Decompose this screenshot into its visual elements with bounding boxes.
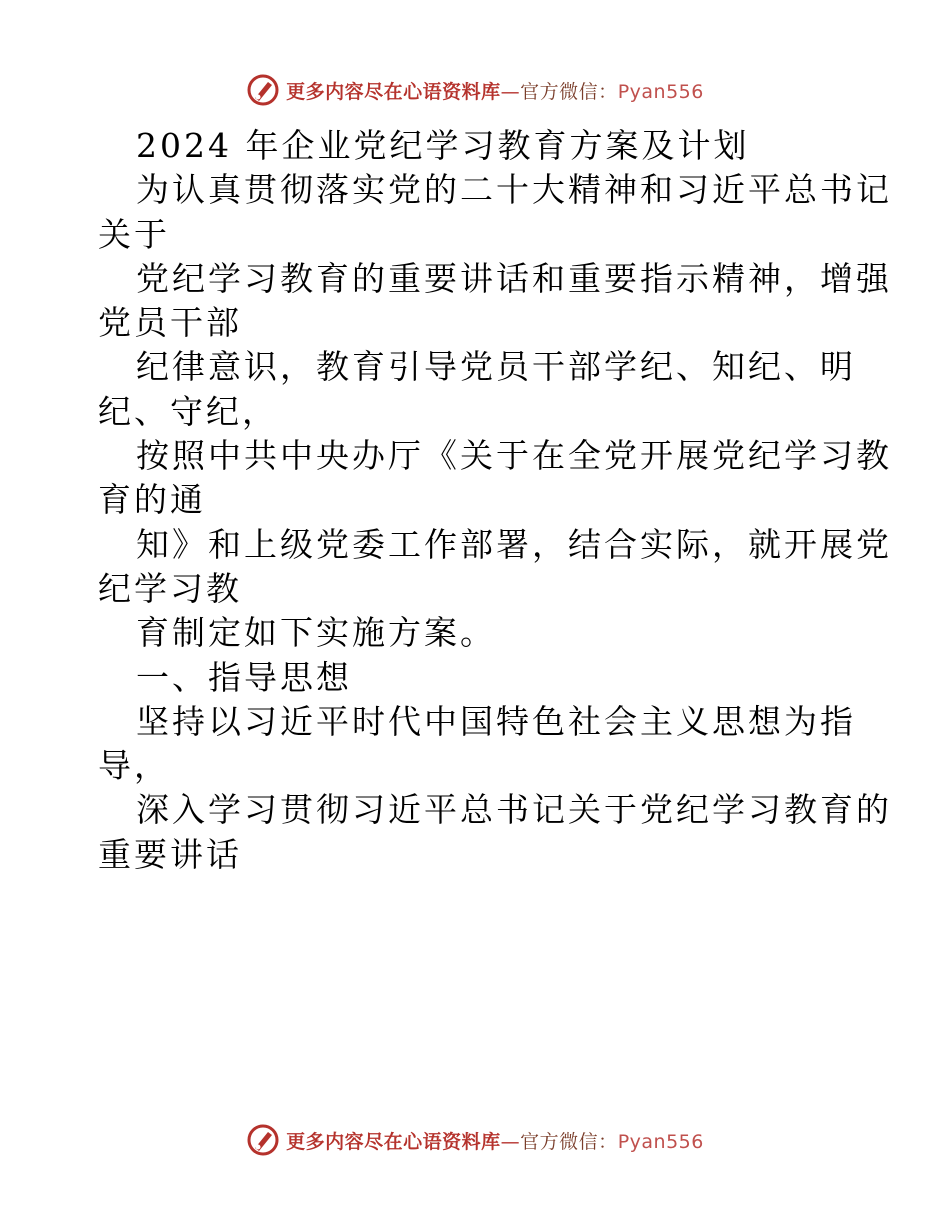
text-line: 深入学习贯彻习近平总书记关于党纪学习教育的: [136, 790, 892, 830]
watermark-wechat-label: 官方微信：: [520, 1130, 618, 1153]
text-line: 重要讲话: [98, 834, 242, 874]
watermark-wechat-id: Pyan556: [617, 1130, 704, 1153]
watermark-text: [286, 1127, 704, 1154]
watermark-text: [286, 77, 704, 104]
pen-logo-icon: [246, 73, 280, 107]
watermark-dash: —: [500, 80, 521, 103]
footer-watermark: [0, 1122, 950, 1158]
text-line: 为认真贯彻落实党的二十大精神和习近平总书记: [136, 170, 892, 210]
watermark-wechat-id: Pyan556: [617, 80, 704, 103]
text-line: 导，: [98, 746, 170, 786]
watermark-dash: —: [500, 1130, 521, 1153]
text-line: 育的通: [98, 480, 206, 520]
document-body: [98, 124, 892, 877]
text-line: 纪律意识，教育引导党员干部学纪、知纪、明: [136, 347, 856, 387]
text-line: 知》和上级党委工作部署，结合实际，就开展党: [136, 524, 892, 564]
document-title: 2024 年企业党纪学习教育方案及计划: [136, 126, 750, 165]
header-watermark: [0, 72, 950, 108]
text-line: 纪学习教: [98, 568, 242, 608]
text-line: 党纪学习教育的重要讲话和重要指示精神，增强: [136, 258, 892, 298]
watermark-wechat-label: 官方微信：: [520, 80, 618, 103]
watermark-site-text: 更多内容尽在心语资料库: [286, 1130, 501, 1153]
section-heading: 一、指导思想: [136, 657, 352, 697]
pen-logo-icon: [246, 1123, 280, 1157]
text-line: 坚持以习近平时代中国特色社会主义思想为指: [136, 701, 856, 741]
text-line: 党员干部: [98, 303, 242, 343]
text-line: 按照中共中央办厅《关于在全党开展党纪学习教: [136, 436, 892, 476]
text-line: 育制定如下实施方案。: [136, 613, 496, 653]
text-line: 纪、守纪，: [98, 391, 278, 431]
text-line: 关于: [98, 214, 170, 254]
watermark-site-text: 更多内容尽在心语资料库: [286, 80, 501, 103]
